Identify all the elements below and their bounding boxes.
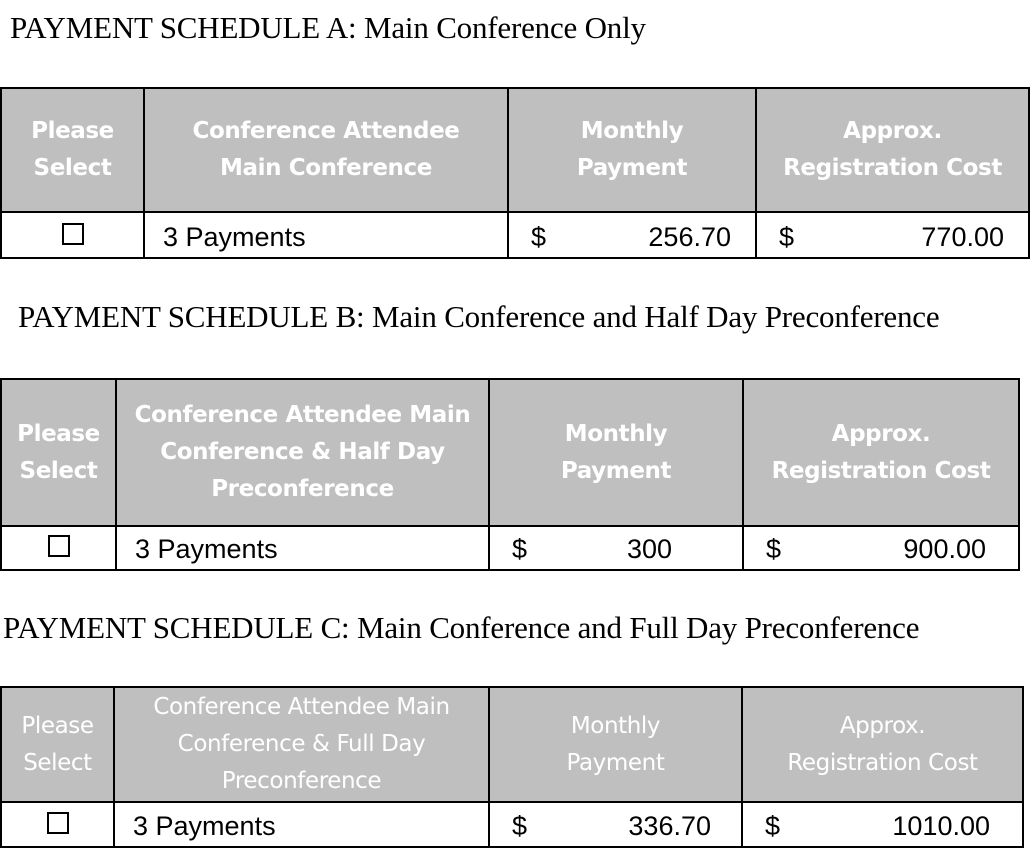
schedule-a-table <box>0 87 1030 259</box>
header-registration-cost: Approx. Registration Cost <box>756 88 1029 212</box>
header-registration-cost: Approx. Registration Cost <box>743 379 1019 526</box>
currency-symbol: $ <box>766 534 782 564</box>
select-checkbox-b[interactable] <box>48 535 70 557</box>
schedule-b-table <box>0 378 1020 571</box>
header-attendee: Conference Attendee Main Conference & Half Day Preconference <box>116 379 489 526</box>
select-cell <box>1 212 144 258</box>
header-monthly-payment: Monthly Payment <box>489 379 743 526</box>
schedule-c-title: PAYMENT SCHEDULE C: Main Conference and Full Day Preconference <box>3 610 920 645</box>
registration-cost-cell <box>756 212 1029 258</box>
header-row <box>1 687 1023 802</box>
monthly-payment-cell <box>508 212 756 258</box>
header-monthly-payment: Monthly Payment <box>508 88 756 212</box>
monthly-payment-cell <box>489 802 742 847</box>
currency-symbol: $ <box>531 222 547 252</box>
schedule-a-title: PAYMENT SCHEDULE A: Main Conference Only <box>10 10 646 45</box>
header-please-select: Please Select <box>1 687 114 802</box>
select-checkbox-a[interactable] <box>62 223 84 245</box>
registration-cost-cell <box>743 526 1019 570</box>
payment-option: 3 Payments <box>144 212 508 258</box>
registration-cost-cell <box>742 802 1023 847</box>
select-checkbox-c[interactable] <box>47 812 69 834</box>
header-row <box>1 88 1029 212</box>
header-attendee: Conference Attendee Main Conference <box>144 88 508 212</box>
header-monthly-payment: Monthly Payment <box>489 687 742 802</box>
monthly-amount: 256.70 <box>648 222 731 252</box>
currency-symbol: $ <box>779 222 795 252</box>
table-row <box>1 526 1019 570</box>
cost-amount: 770.00 <box>921 222 1004 252</box>
currency-symbol: $ <box>512 811 528 841</box>
select-cell <box>1 526 116 570</box>
cost-amount: 900.00 <box>903 534 986 564</box>
schedule-b-title: PAYMENT SCHEDULE B: Main Conference and Half Day Preconference <box>18 299 940 334</box>
monthly-payment-cell <box>489 526 743 570</box>
header-attendee: Conference Attendee Main Conference & Full Day Preconference <box>114 687 489 802</box>
cost-amount: 1010.00 <box>892 811 990 841</box>
table-row <box>1 212 1029 258</box>
currency-symbol: $ <box>512 534 528 564</box>
schedule-c-table <box>0 686 1024 848</box>
header-please-select: Please Select <box>1 379 116 526</box>
payment-option: 3 Payments <box>114 802 489 847</box>
header-row <box>1 379 1019 526</box>
monthly-amount: 336.70 <box>628 811 711 841</box>
header-registration-cost: Approx. Registration Cost <box>742 687 1023 802</box>
header-please-select: Please Select <box>1 88 144 212</box>
select-cell <box>1 802 114 847</box>
payment-option: 3 Payments <box>116 526 489 570</box>
currency-symbol: $ <box>765 811 781 841</box>
monthly-amount: 300 <box>626 534 672 564</box>
table-row <box>1 802 1023 847</box>
